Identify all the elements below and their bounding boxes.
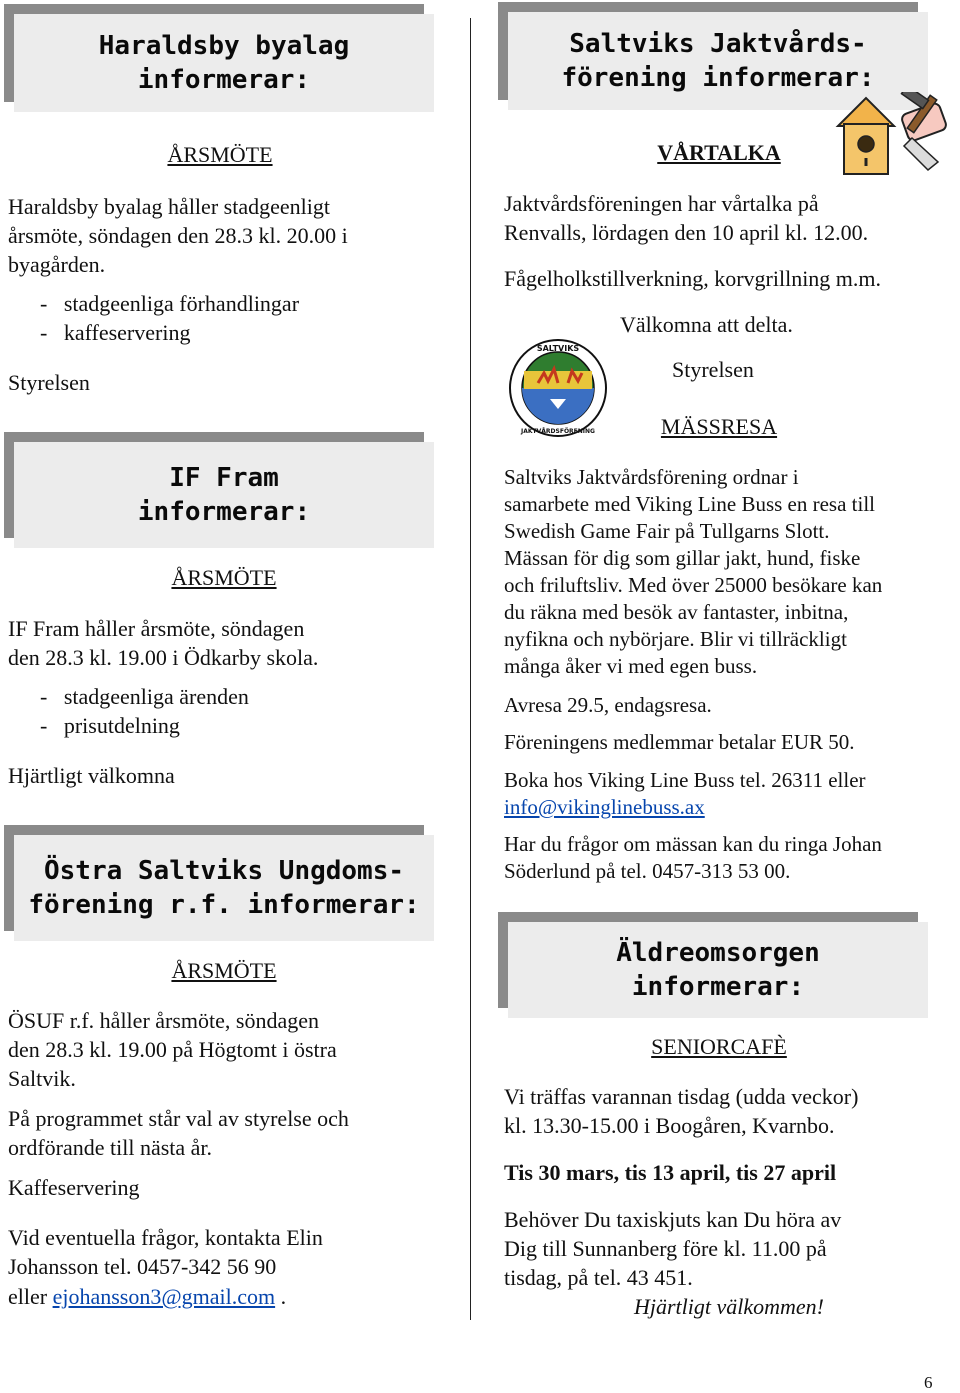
iffram-item-1: - stadgeenliga ärenden [40,684,249,709]
iffram-item-2: - prisutdelning [40,713,180,738]
iffram-heading-box [4,432,434,548]
jakt-body-2: Renvalls, lördagen den 10 april kl. 12.00. [504,220,869,245]
jakt-welcome: Välkomna att delta. [620,312,793,337]
osuf-program-2: ordförande till nästa år. [8,1135,213,1160]
jakt-heading-line2: förening informerar: [561,63,875,93]
jakt-body-1: Jaktvårdsföreningen har vårtalka på [504,191,819,216]
aldre-title: SENIORCAFÈ [651,1034,787,1059]
jakt-price: Föreningens medlemmar betalar EUR 50. [504,730,855,754]
iffram-heading-line1: IF Fram [169,463,279,493]
osuf-contact-2: Johansson tel. 0457-342 56 90 [8,1254,277,1279]
iffram-body-1: IF Fram håller årsmöte, söndagen [8,616,305,641]
osuf-program-1: På programmet står val av styrelse och [8,1106,349,1131]
haraldsby-heading-box [4,4,434,112]
aldre-heading-box [498,912,928,1018]
haraldsby-heading-line2: informerar: [137,65,311,95]
haraldsby-sign: Styrelsen [8,370,90,395]
aldre-body-1: Vi träffas varannan tisdag (udda veckor) [504,1084,859,1109]
osuf-coffee: Kaffeservering [8,1175,140,1200]
haraldsby-heading-line1: Haraldsby byalag [98,31,350,61]
haraldsby-title: ÅRSMÖTE [167,142,273,167]
iffram-heading-line2: informerar: [137,497,311,527]
jakt-body2-8: många åker vi med egen buss. [504,654,758,678]
jakt-depart: Avresa 29.5, endagsresa. [504,693,712,717]
aldre-taxi-2: Dig till Sunnanberg före kl. 11.00 på [504,1236,827,1261]
jakt-question-2: Söderlund på tel. 0457-313 53 00. [504,859,791,883]
osuf-contact-1: Vid eventuella frågor, kontakta Elin [8,1225,323,1250]
iffram-title: ÅRSMÖTE [171,565,277,590]
haraldsby-body-2: årsmöte, söndagen den 28.3 kl. 20.00 i [8,223,348,248]
jakt-body2-3: Swedish Game Fair på Tullgarns Slott. [504,519,830,543]
aldre-taxi-3: tisdag, på tel. 43 451. [504,1265,693,1290]
jakt-sign: Styrelsen [672,357,754,382]
jakt-heading-line1: Saltviks Jaktvårds- [569,29,867,59]
jakt-question-1: Har du frågor om mässan kan du ringa Johan [504,832,882,856]
page-number: 6 [924,1373,933,1392]
aldre-welcome: Hjärtligt välkommen! [633,1294,825,1319]
haraldsby-body-3: byagården. [8,252,106,277]
osuf-contact-pre: eller [8,1284,53,1309]
jakt-title: VÅRTALKA [657,140,781,165]
osuf-contact-post: . [275,1284,287,1309]
iffram-sign: Hjärtligt välkomna [8,763,175,788]
logo-text-top: SALTVIKS [536,344,580,353]
haraldsby-body-1: Haraldsby byalag håller stadgeenligt [8,194,330,219]
jakt-book-email-link[interactable]: info@vikinglinebuss.ax [504,795,705,819]
jakt-line2: Fågelholkstillverkning, korvgrillning m.m. [504,266,882,291]
osuf-heading-box [4,825,434,941]
jakt-book: Boka hos Viking Line Buss tel. 26311 eller [504,768,866,792]
aldre-taxi-1: Behöver Du taxiskjuts kan Du höra av [504,1207,842,1232]
jakt-body2-6: du räkna med besök av fantaster, inbitna, [504,600,849,624]
iffram-body-2: den 28.3 kl. 19.00 i Ödkarby skola. [8,645,319,670]
jakt-body2-5: och friluftsliv. Med över 25000 besökare kan [504,573,883,597]
aldre-heading-line1: Äldreomsorgen [616,938,820,968]
haraldsby-item-2: - kaffeservering [40,320,191,345]
jakt-body2-7: nyfikna och nybörjare. Blir vi tillräckligt [504,627,847,651]
osuf-body-1: ÖSUF r.f. håller årsmöte, söndagen [8,1008,319,1033]
column-divider [470,18,471,1320]
haraldsby-item-1: - stadgeenliga förhandlingar [40,291,300,316]
jakt-body2-1: Saltviks Jaktvårdsförening ordnar i [504,465,799,489]
aldre-dates: Tis 30 mars, tis 13 april, tis 27 april [504,1160,837,1185]
aldre-body-2: kl. 13.30-15.00 i Boogåren, Kvarnbo. [504,1113,835,1138]
jakt-title2: MÄSSRESA [660,414,778,439]
osuf-title: ÅRSMÖTE [171,958,277,983]
jakt-body2-2: samarbete med Viking Line Buss en resa till [504,492,876,516]
aldre-heading-line2: informerar: [631,972,805,1002]
osuf-email-link[interactable]: ejohansson3@gmail.com [52,1284,276,1309]
osuf-body-2: den 28.3 kl. 19.00 på Högtomt i östra [8,1037,337,1062]
logo-text-bottom: JAKTVÅRDSFÖRENING [521,428,595,435]
osuf-heading-line1: Östra Saltviks Ungdoms- [43,856,405,886]
osuf-contact-3 [8,1282,286,1311]
osuf-heading-line2: förening r.f. informerar: [28,890,420,920]
osuf-body-3: Saltvik. [8,1066,76,1091]
jakt-body2-4: Mässan för dig som gillar jakt, hund, fiske [504,546,861,570]
